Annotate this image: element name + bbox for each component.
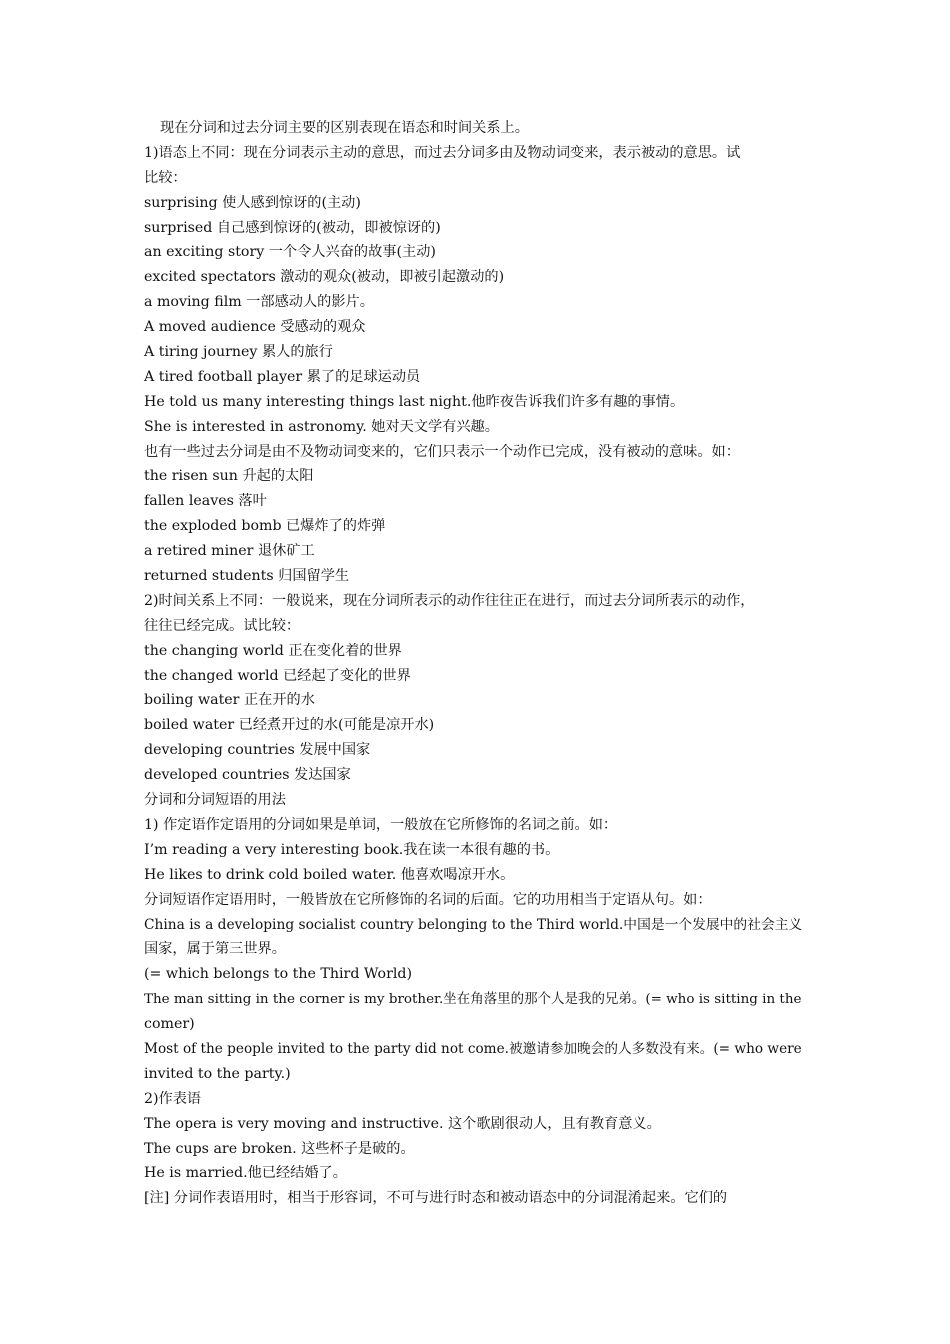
- text-line: the exploded bomb 已爆炸了的炸弹: [144, 518, 386, 535]
- text-line: The cups are broken. 这些杯子是破的。: [144, 1140, 415, 1157]
- text-line: 2)时间关系上不同：一般说来，现在分词所表示的动作往往正在进行，而过去分词所表示的动作，: [144, 592, 755, 609]
- section-heading: 分词和分词短语的用法: [144, 792, 286, 809]
- text-line: The opera is very moving and instructive. 这个歌剧很动人，且有教育意义。: [144, 1115, 661, 1132]
- text-line: He is married.他已经结婚了。: [144, 1165, 347, 1182]
- document-body: [144, 116, 808, 1211]
- text-line: developing countries 发展中国家: [144, 742, 371, 759]
- text-line: boiled water 已经煮开过的水(可能是凉开水): [144, 717, 435, 734]
- text-line: A moved audience 受感动的观众: [144, 319, 366, 336]
- text-line: Most of the people invited to the party did not come.被邀请参加晚会的人多数没有来。(= who were: [144, 1040, 802, 1057]
- text-line: 1)语态上不同：现在分词表示主动的意思，而过去分词多由及物动词变来，表示被动的意思。试: [144, 144, 741, 161]
- text-line: excited spectators 激动的观众(被动，即被引起激动的): [144, 269, 505, 286]
- text-line: boiling water 正在开的水: [144, 692, 315, 709]
- text-line: the changed world 已经起了变化的世界: [144, 667, 411, 684]
- text-line: an exciting story 一个令人兴奋的故事(主动): [144, 244, 436, 261]
- text-line: comer): [144, 1016, 195, 1033]
- text-line: 1) 作定语作定语用的分词如果是单词，一般放在它所修饰的名词之前。如：: [144, 816, 618, 833]
- text-line: 往往已经完成。试比较：: [144, 617, 301, 634]
- text-line: fallen leaves 落叶: [144, 493, 267, 510]
- text-line: returned students 归国留学生: [144, 568, 350, 585]
- text-line: A tiring journey 累人的旅行: [144, 344, 333, 361]
- text-line: 比较：: [144, 169, 187, 186]
- text-line: surprised 自己感到惊讶的(被动，即被惊讶的): [144, 219, 441, 236]
- text-line: surprising 使人感到惊讶的(主动): [144, 194, 361, 211]
- text-line: invited to the party.): [144, 1065, 291, 1082]
- text-line: She is interested in astronomy. 她对天文学有兴趣。: [144, 418, 499, 435]
- text-line: The man sitting in the corner is my brother.坐在角落里的那个人是我的兄弟。(= who is sitting in the: [144, 991, 802, 1008]
- text-line: a moving film 一部感动人的影片。: [144, 294, 374, 311]
- text-line: developed countries 发达国家: [144, 767, 351, 784]
- text-line: A tired football player 累了的足球运动员: [144, 368, 421, 385]
- text-line: the changing world 正在变化着的世界: [144, 642, 402, 659]
- text-line: I’m reading a very interesting book.我在读一本很有趣的书。: [144, 841, 560, 858]
- text-line: He likes to drink cold boiled water. 他喜欢喝凉开水。: [144, 866, 515, 883]
- text-line: China is a developing socialist country belonging to the Third world.中国是一个发展中的社会主义: [144, 916, 803, 933]
- text-line: the risen sun 升起的太阳: [144, 468, 314, 485]
- text-line: [注] 分词作表语用时，相当于形容词，不可与进行时态和被动语态中的分词混淆起来。它们的: [144, 1190, 728, 1207]
- text-line: He told us many interesting things last night.他昨夜告诉我们许多有趣的事情。: [144, 393, 685, 410]
- text-line: (= which belongs to the Third World): [144, 966, 413, 983]
- text-line: 国家，属于第三世界。: [144, 941, 286, 958]
- text-line: 分词短语作定语用时，一般皆放在它所修饰的名词的后面。它的功用相当于定语从句。如：: [144, 891, 712, 908]
- text-line: 也有一些过去分词是由不及物动词变来的，它们只表示一个动作已完成，没有被动的意味。如：: [144, 443, 740, 460]
- text-line: 2)作表语: [144, 1090, 202, 1107]
- text-line: 现在分词和过去分词主要的区别表现在语态和时间关系上。: [160, 120, 529, 136]
- text-line: a retired miner 退休矿工: [144, 543, 315, 560]
